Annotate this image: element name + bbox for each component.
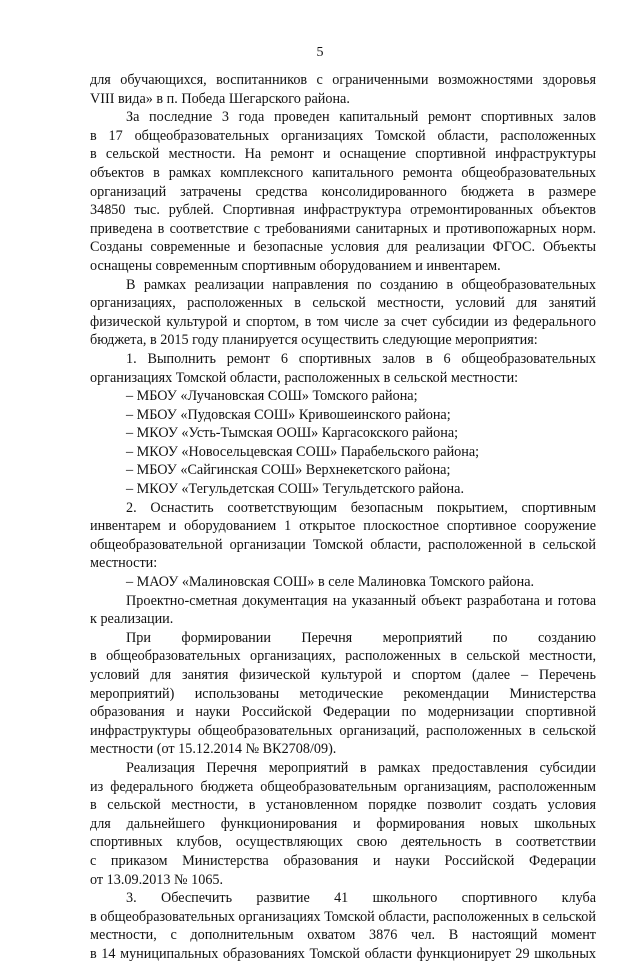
text-line: спортивных клубов, осуществляющих свою деятельность в соответствии: [90, 834, 596, 851]
text-line: в сельской местности, в установленном порядке позволит создать условия: [90, 797, 596, 814]
page-number: 5: [316, 45, 324, 60]
text-line: – МБОУ «Пудовская СОШ» Кривошеинского района;: [126, 406, 451, 423]
text-line: организаций затрачены средства консолидированного бюджета в размере: [90, 183, 596, 200]
text-line: образования и науки Российской Федерации по модернизации спортивной: [90, 704, 596, 721]
text-line: 34850 тыс. рублей. Спортивная инфраструктура отремонтированных объектов: [90, 202, 596, 219]
text-line: В рамках реализации направления по созданию в общеобразовательных: [126, 276, 596, 293]
text-line: объектов в рамках комплексного капитального ремонта общеобразовательных: [90, 164, 596, 181]
text-line: – МКОУ «Тегульдетская СОШ» Тегульдетского района.: [126, 481, 464, 498]
text-line: Реализация Перечня мероприятий в рамках предоставления субсидии: [126, 759, 596, 776]
text-line: 3. Обеспечить развитие 41 школьного спортивного клуба: [126, 890, 596, 907]
text-line: – МАОУ «Малиновская СОШ» в селе Малиновка Томского района.: [126, 574, 535, 591]
text-line: в 17 общеобразовательных организациях Томской области, расположенных: [90, 127, 596, 144]
text-line: инвентарем и оборудованием 1 открытое плоскостное спортивное сооружение: [90, 518, 596, 535]
text-line: для обучающихся, воспитанников с ограниченными возможностями здоровья: [90, 72, 596, 88]
document-body: [90, 71, 596, 964]
text-line: – МБОУ «Лучановская СОШ» Томского района;: [126, 388, 418, 405]
text-line: в общеобразовательных организациях, расположенных в сельской местности,: [90, 648, 596, 665]
text-line: За последние 3 года проведен капитальный ремонт спортивных залов: [126, 109, 596, 126]
text-line: с приказом Министерства образования и науки Российской Федерации: [90, 852, 596, 869]
text-line: организациях Томской области, расположенных в сельской местности:: [90, 369, 519, 386]
text-line: организациях, расположенных в сельской местности, условий для занятий: [90, 295, 596, 312]
text-line: При формировании Перечня мероприятий по созданию: [126, 629, 596, 646]
text-line: физической культурой и спортом, в том числе за счет субсидии из федерального: [90, 313, 596, 330]
text-line: в сельской местности. На ремонт и оснащение спортивной инфраструктуры: [90, 146, 596, 163]
text-line: мероприятий) использованы методические рекомендации Министерства: [90, 685, 596, 702]
text-line: инфраструктуры общеобразовательных организаций, расположенных в сельской: [90, 722, 596, 739]
text-line: условий для занятия физической культурой и спортом (далее – Перечень: [90, 667, 596, 683]
text-line: оснащены современным спортивным оборудованием и инвентарем.: [90, 257, 501, 274]
text-line: от 13.09.2013 № 1065.: [90, 871, 224, 888]
text-line: местности, с дополнительным охватом 3876 чел. В настоящий момент: [90, 927, 596, 944]
text-line: – МКОУ «Новосельцевская СОШ» Парабельского района;: [126, 443, 480, 460]
text-line: в 14 муниципальных образованиях Томской области функционирует 29 школьных: [90, 945, 596, 962]
text-line: из федерального бюджета общеобразовательным организациям, расположенным: [90, 778, 596, 795]
text-line: для дальнейшего функционирования и формирования новых школьных: [90, 815, 596, 832]
text-line: – МБОУ «Сайгинская СОШ» Верхнекетского района;: [126, 462, 451, 479]
text-line: 2. Оснастить соответствующим безопасным покрытием, спортивным: [126, 499, 596, 516]
text-line: местности:: [90, 555, 158, 572]
text-line: в общеобразовательных организациях Томской области, расположенных в сельской: [90, 908, 596, 925]
text-line: 1. Выполнить ремонт 6 спортивных залов в 6 общеобразовательных: [126, 350, 596, 367]
text-line: – МКОУ «Усть-Тымская ООШ» Каргасокского района;: [126, 425, 459, 442]
text-line: к реализации.: [90, 611, 174, 628]
text-line: Созданы современные и безопасные условия для реализации ФГОС. Объекты: [90, 239, 596, 256]
text-line: Проектно-сметная документация на указанный объект разработана и готова: [126, 592, 596, 609]
text-line: общеобразовательной организации Томской области, расположенной в сельской: [90, 536, 596, 553]
text-line: местности (от 15.12.2014 № ВК2708/09).: [90, 741, 337, 758]
text-line: приведена в соответствие с требованиями санитарных и противопожарных норм.: [90, 220, 596, 237]
text-line: VIII вида» в п. Победа Шегарского района.: [90, 90, 350, 107]
text-line: бюджета, в 2015 году планируется осуществить следующие мероприятия:: [90, 332, 538, 349]
